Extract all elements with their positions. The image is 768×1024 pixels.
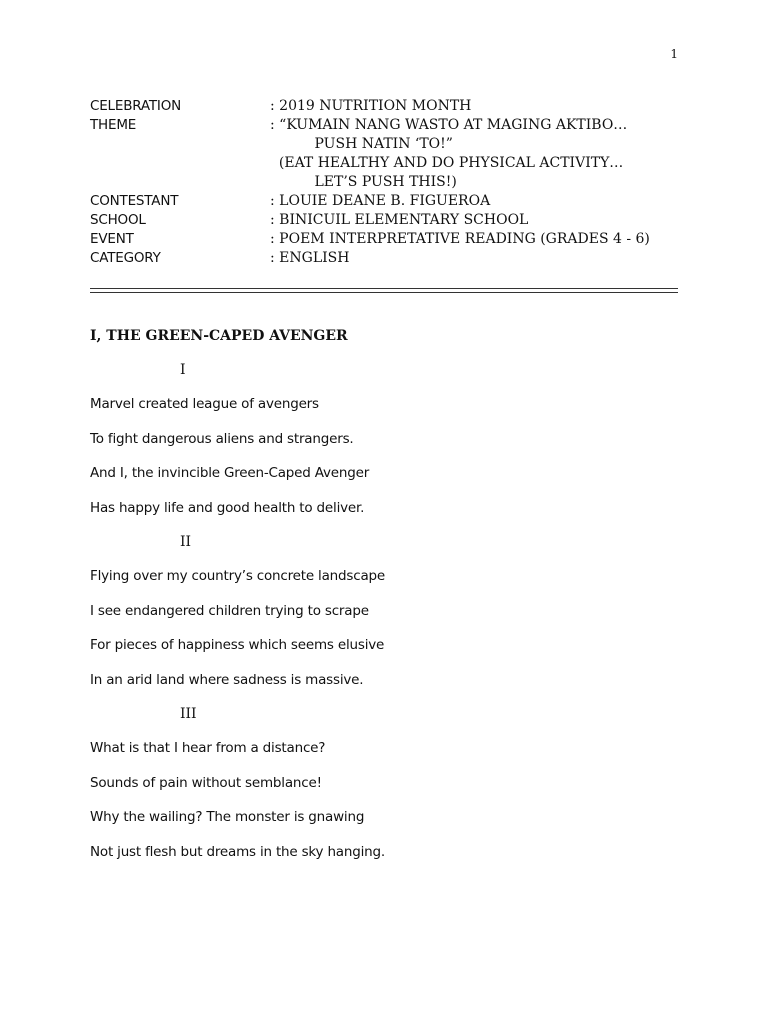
stanza-number: I xyxy=(180,362,186,378)
contest-info-table xyxy=(90,97,690,268)
info-label: THEME xyxy=(90,117,137,133)
page-number: 1 xyxy=(670,47,678,61)
info-row-theme xyxy=(90,116,690,192)
poem-line: Sounds of pain without semblance! xyxy=(90,774,322,791)
stanza-number: III xyxy=(180,706,197,722)
poem-title: I, THE GREEN-CAPED AVENGER xyxy=(90,328,348,344)
poem-line: Marvel created league of avengers xyxy=(90,396,319,412)
info-value xyxy=(270,249,690,268)
poem-line: In an arid land where sadness is massive. xyxy=(90,671,364,688)
info-label: CATEGORY xyxy=(90,250,161,266)
info-value-line: (EAT HEALTHY AND DO PHYSICAL ACTIVITY… xyxy=(270,155,624,171)
info-label: SCHOOL xyxy=(90,212,146,228)
poem-line: And I, the invincible Green-Caped Avenger xyxy=(90,465,370,481)
info-value-line: : POEM INTERPRETATIVE READING (GRADES 4 - 6) xyxy=(270,231,650,247)
poem-line: Has happy life and good health to deliver. xyxy=(90,499,365,516)
poem-line: To fight dangerous aliens and strangers. xyxy=(90,430,354,447)
info-row-contestant xyxy=(90,192,690,211)
info-value-line: PUSH NATIN ‘TO!” xyxy=(270,136,453,152)
stanza-number: II xyxy=(180,534,192,550)
poem-line: Not just flesh but dreams in the sky hanging. xyxy=(90,843,385,860)
poem-line: For pieces of happiness which seems elusive xyxy=(90,637,385,653)
info-value xyxy=(270,116,690,192)
info-value-line: : 2019 NUTRITION MONTH xyxy=(270,98,472,114)
poem-line: Why the wailing? The monster is gnawing xyxy=(90,809,365,825)
info-row-school xyxy=(90,211,690,230)
info-value-line: : “KUMAIN NANG WASTO AT MAGING AKTIBO… xyxy=(270,117,628,133)
info-label: CELEBRATION xyxy=(90,98,182,114)
info-row-category xyxy=(90,249,690,268)
poem-line: I see endangered children trying to scrape xyxy=(90,602,369,619)
divider-top xyxy=(90,288,678,289)
info-value xyxy=(270,211,690,230)
divider-bottom xyxy=(90,292,678,293)
info-label: EVENT xyxy=(90,231,134,247)
poem-line: What is that I hear from a distance? xyxy=(90,740,326,756)
info-value xyxy=(270,230,690,249)
poem xyxy=(90,322,690,872)
info-value-line: : LOUIE DEANE B. FIGUEROA xyxy=(270,193,491,209)
info-value xyxy=(270,97,690,116)
info-value-line: : ENGLISH xyxy=(270,250,350,266)
poem-line: Flying over my country’s concrete landscape xyxy=(90,568,386,584)
info-value-line: : BINICUIL ELEMENTARY SCHOOL xyxy=(270,212,529,228)
info-row-event xyxy=(90,230,690,249)
info-row-celebration xyxy=(90,97,690,116)
info-value-line: LET’S PUSH THIS!) xyxy=(270,174,457,190)
info-label: CONTESTANT xyxy=(90,193,179,209)
info-value xyxy=(270,192,690,211)
